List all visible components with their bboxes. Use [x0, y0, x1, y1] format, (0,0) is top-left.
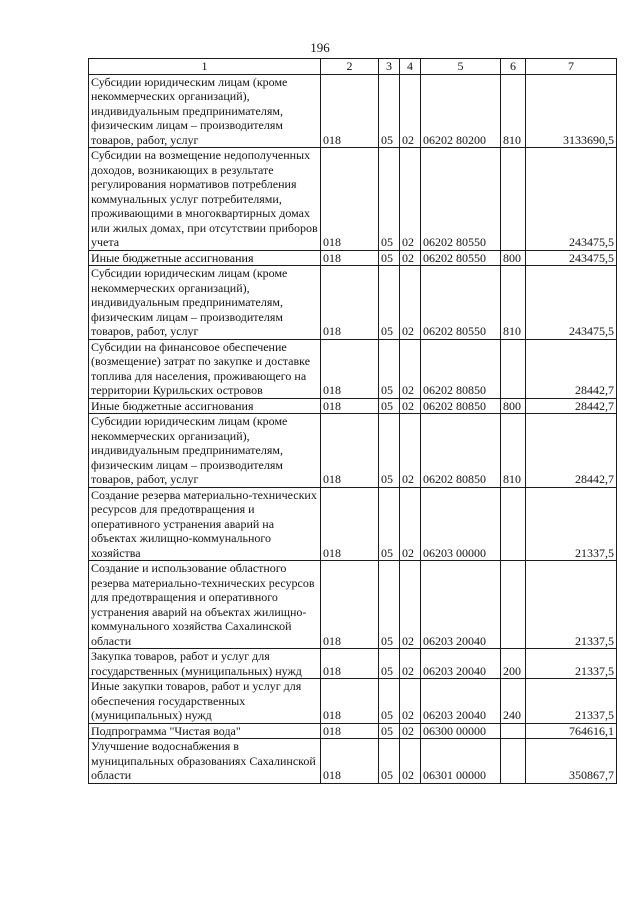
row-ministry-code: 018: [321, 266, 379, 340]
row-name: Иные закупки товаров, работ и услуг для обеспечения государственных (муниципальных) нужд: [89, 679, 321, 724]
row-amount: 243475,5: [526, 250, 617, 266]
row-target-code: 06203 00000: [421, 487, 501, 561]
table-row: [89, 723, 617, 739]
row-expense-type: 810: [501, 266, 526, 340]
table-row: [89, 679, 617, 724]
row-target-code: 06202 80550: [421, 250, 501, 266]
row-amount: 350867,7: [526, 739, 617, 784]
row-target-code: 06202 80200: [421, 74, 501, 148]
row-section-code: 05: [379, 561, 400, 649]
table-row: [89, 414, 617, 488]
table-row: [89, 266, 617, 340]
row-ministry-code: 018: [321, 148, 379, 251]
budget-table: [88, 58, 617, 784]
row-expense-type: [501, 148, 526, 251]
row-amount: 764616,1: [526, 723, 617, 739]
row-section-code: 05: [379, 487, 400, 561]
row-section-code: 05: [379, 649, 400, 679]
row-subsection-code: 02: [400, 339, 421, 398]
row-target-code: 06202 80850: [421, 339, 501, 398]
table-row: [89, 148, 617, 251]
row-target-code: 06301 00000: [421, 739, 501, 784]
row-amount: 28442,7: [526, 398, 617, 414]
row-section-code: 05: [379, 398, 400, 414]
row-expense-type: 800: [501, 250, 526, 266]
row-name: Субсидии юридическим лицам (кроме некоммерческих организаций), индивидуальным предпринимателям, физическим лицам – производителям товаров, работ, услуг: [89, 266, 321, 340]
row-amount: 243475,5: [526, 148, 617, 251]
row-name: Подпрограмма "Чистая вода": [89, 723, 321, 739]
table-row: [89, 649, 617, 679]
row-ministry-code: 018: [321, 679, 379, 724]
row-expense-type: 810: [501, 414, 526, 488]
row-ministry-code: 018: [321, 339, 379, 398]
row-target-code: 06202 80550: [421, 266, 501, 340]
row-ministry-code: 018: [321, 561, 379, 649]
row-subsection-code: 02: [400, 739, 421, 784]
row-name: Создание резерва материально-технических ресурсов для предотвращения и оперативного устранения аварий на объектах жилищно-коммунального хозяйства: [89, 487, 321, 561]
row-section-code: 05: [379, 148, 400, 251]
table-row: [89, 487, 617, 561]
row-ministry-code: 018: [321, 250, 379, 266]
table-row: [89, 739, 617, 784]
row-expense-type: [501, 561, 526, 649]
table-row: [89, 339, 617, 398]
row-section-code: 05: [379, 414, 400, 488]
row-ministry-code: 018: [321, 74, 379, 148]
row-name: Субсидии юридическим лицам (кроме некоммерческих организаций), индивидуальным предпринимателям, физическим лицам – производителям товаров, работ, услуг: [89, 74, 321, 148]
row-name: Иные бюджетные ассигнования: [89, 398, 321, 414]
row-target-code: 06203 20040: [421, 649, 501, 679]
row-expense-type: [501, 723, 526, 739]
row-target-code: 06203 20040: [421, 679, 501, 724]
row-target-code: 06202 80850: [421, 398, 501, 414]
row-amount: 243475,5: [526, 266, 617, 340]
table-row: [89, 74, 617, 148]
row-subsection-code: 02: [400, 414, 421, 488]
column-header-type: 6: [501, 59, 526, 75]
row-subsection-code: 02: [400, 148, 421, 251]
row-ministry-code: 018: [321, 398, 379, 414]
row-ministry-code: 018: [321, 414, 379, 488]
row-ministry-code: 018: [321, 739, 379, 784]
row-amount: 28442,7: [526, 414, 617, 488]
row-subsection-code: 02: [400, 266, 421, 340]
row-subsection-code: 02: [400, 398, 421, 414]
row-target-code: 06203 20040: [421, 561, 501, 649]
row-section-code: 05: [379, 74, 400, 148]
row-section-code: 05: [379, 739, 400, 784]
row-expense-type: 800: [501, 398, 526, 414]
table-row: [89, 398, 617, 414]
row-expense-type: 200: [501, 649, 526, 679]
row-amount: 3133690,5: [526, 74, 617, 148]
row-amount: 21337,5: [526, 561, 617, 649]
column-header-name: 1: [89, 59, 321, 75]
row-name: Создание и использование областного резерва материально-технических ресурсов для предотвращения и оперативного устранения аварий на объектах жилищно-коммунального хозяйства Сахалинской области: [89, 561, 321, 649]
row-section-code: 05: [379, 679, 400, 724]
column-header-section: 3: [379, 59, 400, 75]
table-header-row: [89, 59, 617, 75]
row-expense-type: 810: [501, 74, 526, 148]
row-section-code: 05: [379, 266, 400, 340]
row-target-code: 06202 80850: [421, 414, 501, 488]
row-ministry-code: 018: [321, 487, 379, 561]
table-row: [89, 250, 617, 266]
row-subsection-code: 02: [400, 487, 421, 561]
row-section-code: 05: [379, 339, 400, 398]
row-section-code: 05: [379, 723, 400, 739]
page-number: 196: [310, 40, 330, 55]
column-header-target: 5: [421, 59, 501, 75]
row-subsection-code: 02: [400, 74, 421, 148]
row-subsection-code: 02: [400, 561, 421, 649]
column-header-ministry: 2: [321, 59, 379, 75]
row-ministry-code: 018: [321, 723, 379, 739]
row-target-code: 06202 80550: [421, 148, 501, 251]
row-name: Иные бюджетные ассигнования: [89, 250, 321, 266]
row-amount: 21337,5: [526, 679, 617, 724]
row-name: Субсидии на финансовое обеспечение (возмещение) затрат по закупке и доставке топлива для населения, проживающего на территории Курильских островов: [89, 339, 321, 398]
table-row: [89, 561, 617, 649]
row-name: Улучшение водоснабжения в муниципальных образованиях Сахалинской области: [89, 739, 321, 784]
row-subsection-code: 02: [400, 723, 421, 739]
row-amount: 21337,5: [526, 649, 617, 679]
row-expense-type: [501, 487, 526, 561]
row-amount: 21337,5: [526, 487, 617, 561]
row-subsection-code: 02: [400, 250, 421, 266]
row-name: Закупка товаров, работ и услуг для государственных (муниципальных) нужд: [89, 649, 321, 679]
row-section-code: 05: [379, 250, 400, 266]
row-subsection-code: 02: [400, 649, 421, 679]
row-expense-type: [501, 339, 526, 398]
column-header-subsection: 4: [400, 59, 421, 75]
row-expense-type: 240: [501, 679, 526, 724]
column-header-amount: 7: [526, 59, 617, 75]
row-ministry-code: 018: [321, 649, 379, 679]
row-name: Субсидии юридическим лицам (кроме некоммерческих организаций), индивидуальным предпринимателям, физическим лицам – производителям товаров, работ, услуг: [89, 414, 321, 488]
row-expense-type: [501, 739, 526, 784]
row-subsection-code: 02: [400, 679, 421, 724]
row-name: Субсидии на возмещение недополученных доходов, возникающих в результате регулирования нормативов потребления коммунальных услуг потребителями, проживающими в многоквартирных домах или жилых домах, при отсутствии приборов учета: [89, 148, 321, 251]
row-amount: 28442,7: [526, 339, 617, 398]
row-target-code: 06300 00000: [421, 723, 501, 739]
